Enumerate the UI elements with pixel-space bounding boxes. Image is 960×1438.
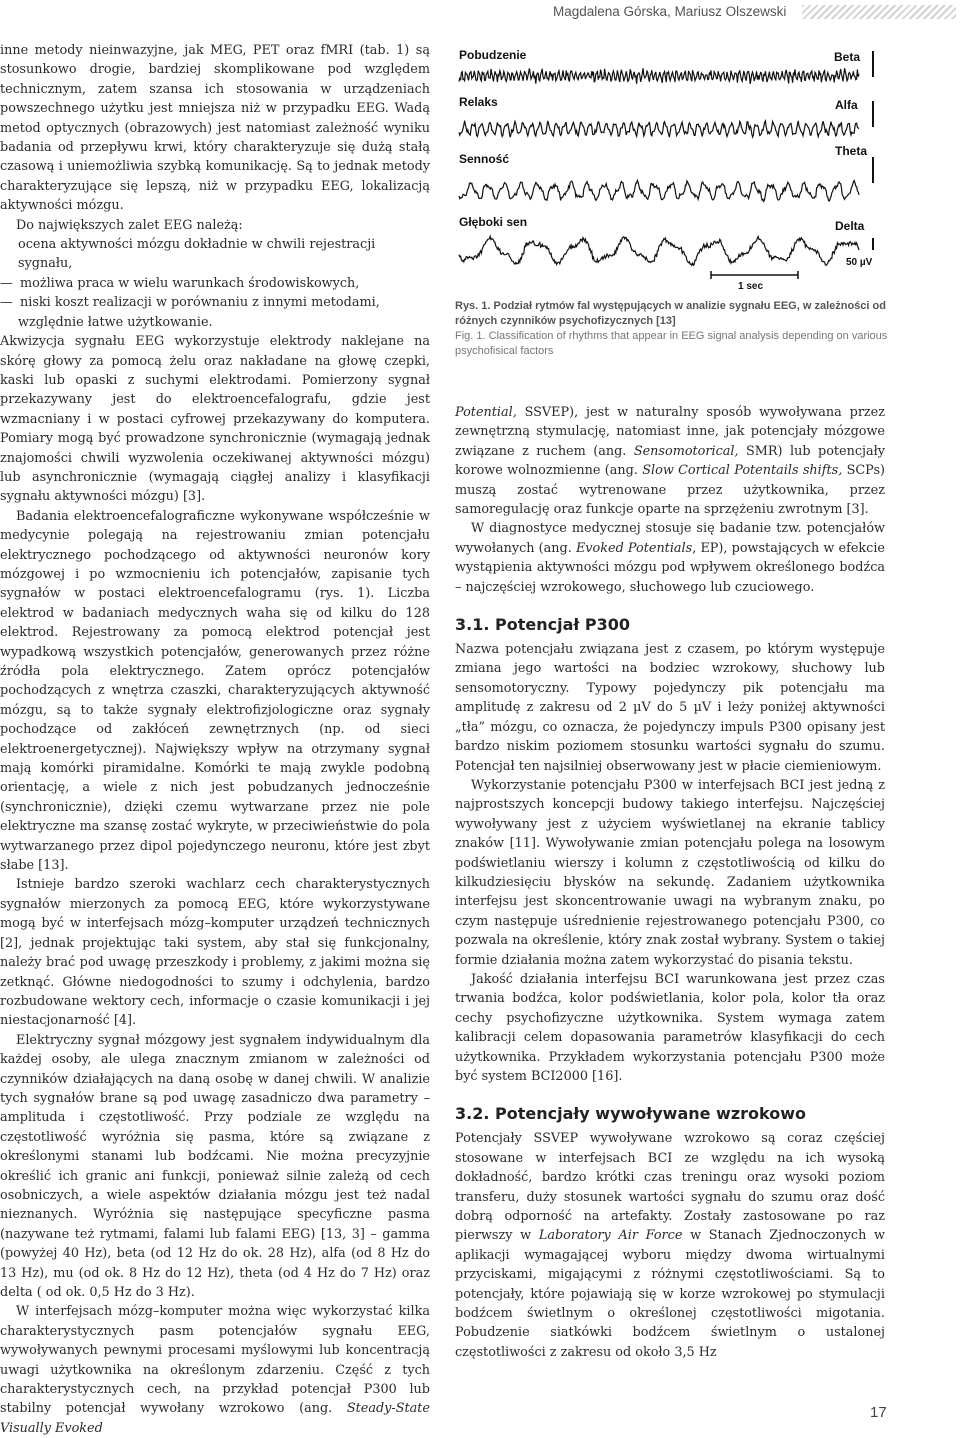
list-item: ocena aktywności mózgu dokładnie w chwili rejestracji sygnału, xyxy=(18,237,376,272)
eeg-rhythms-figure xyxy=(455,43,885,295)
text-run: SMR) lub potencjały korowe wolnozmienne (ang. xyxy=(455,443,885,479)
list-item: — możliwa praca w wielu warunkach środowiskowych, xyxy=(0,274,430,293)
text-run: SCPs) muszą zostać wytrenowane przez użytkownika, przez samoregulację oraz funkcje oparte na sprzężeniu zwrotnym [3]. xyxy=(455,463,886,518)
paragraph: Jakość działania interfejsu BCI warunkowana jest przez czas trwania bodźca, kolor podświetlania, kolor pola, kolor tła oraz cechy psychofizyczne użytkownika. System wymaga zatem kalibracji celem dopasowania parametrów klasyfikacji do cech użytkownika. Przykładem wykorzystania potencjału P300 może być system BCI2000 [16]. xyxy=(455,971,885,1084)
caption-english: Fig. 1. Classification of rhythms that appear in EEG signal analysis depending on various psychofisical factors xyxy=(455,330,888,357)
right-column xyxy=(455,403,885,1362)
state-label-arousal: Pobudzenie xyxy=(459,48,527,62)
state-label-relax: Relaks xyxy=(459,95,498,109)
list-item: — niski koszt realizacji w porównaniu z innymi metodami, xyxy=(0,293,430,312)
paragraph xyxy=(455,403,885,519)
paragraph: Do największych zalet EEG należą: xyxy=(16,217,243,233)
italic-term: Slow Cortical Potentails shifts, xyxy=(642,463,843,479)
paragraph: Akwizycja sygnału EEG wykorzystuje elektrody naklejane na skórę głowy za pomocą żelu oraz nakładane na głowę czepki, kaski lub opaski z suchymi elektrodami. Pomierzony sygnał przekazywany jest do elektroencefalografu, gdzie jest wzmacniany i w postaci cyfrowej przekazywany do komputera. Pomiary mogą być prowadzone synchronicznie (wymagają jednak znajomości chwili wyzwolenia oczekiwanej aktywności mózgu) lub asynchronicznie (wymagają ciągłej analizy i klasyfikacji sygnału aktywności mózgu) [3]. xyxy=(0,334,430,505)
delta-wave xyxy=(459,236,859,265)
state-label-drowsiness: Senność xyxy=(459,152,510,166)
paragraph: Nazwa potencjału związana jest z czasem, po którym występuje zmiana jego wartości na bodziec wzrokowy, słuchowy lub sensomotoryczny. Typowy pojedynczy pik potencjału ma amplitudę z zakresu od 2 µV do 5 µV i leży poniżej aktywności „tła” mózgu, co oznacza, że pojedynczy impuls P300 opisany jest bardzo niskim poziomem stosunku wartości sygnału do szumu. Potencjał ten najsilniej obserwowany jest w płacie ciemieniowym. xyxy=(455,642,885,774)
state-label-deep-sleep: Głęboki sen xyxy=(459,215,528,229)
paragraph: Badania elektroencefalograficzne wykonywane współcześnie w medycynie polegają na rejestrowaniu zmian potencjału elektrycznego pochodzącego od aktywności neuronów kory mózgowej i po wzmocnieniu ich potencjałów, zapisanie tych sygnałów w postaci elektroencefalogramu (rys. 1). Liczba elektrod w badaniach medycznych waha się od kilku do 128 elektrod. Rejestrowany za pomocą elektrod potencjał jest wypadkową wszystkich potencjałów, generowanych przez różne źródła pola elektrycznego. Zatem oprócz potencjałów pochodzących z wnętrza czaszki, charakteryzujących aktywność mózgu, są to także sygnały elektrofizjologiczne oraz sygnały pochodzące od zakłóceń zewnętrznych (np. od sieci elektroenergetycznej). Największy wpływ na otrzymany sygnał mają komórki piramidalne. Komórki te mają zwykle podobną orientację, a wiele z nich jest pobudzanych jednocześnie (synchronicznie), dzięki czemu wytwarzane przez nie pole elektryczne ma szansę zostać wykryte, w przeciwieństwie do pola wytwarzanego przez dipol pojedynczego neuronu, które jest zbyt słabe [13]. xyxy=(0,508,430,874)
left-column xyxy=(0,41,430,1438)
amplitude-label: 50 µV xyxy=(846,257,873,268)
figure-caption xyxy=(455,299,895,359)
rhythm-label-beta: Beta xyxy=(834,50,861,64)
header-decoration xyxy=(802,5,956,19)
list-item: względnie łatwe użytkowanie. xyxy=(18,314,213,330)
italic-term: Evoked Potentials xyxy=(575,540,693,556)
italic-term: Potential, xyxy=(455,405,517,420)
text-run: w Stanach Zjednoczonych w aplikacji wymagającej wyboru między dwoma wirtualnymi przyciskami, migającymi z różnymi częstotliwościami. Są to potencjały, które pojawiają się w korze wzrokowej po stymulacji bodźcem świetlnym o określonej częstotliwości migotania. Pobudzenie siatkówki bodźcem świetlnym o ustalonej częstotliwości z zakresu od około 3,5 Hz xyxy=(455,1228,885,1360)
section-heading-p300: 3.1. Potencjał P300 xyxy=(455,615,630,635)
rhythm-label-theta: Theta xyxy=(835,144,868,158)
text-run: , EP), powstających w efekcie wystąpienia aktywności mózgu pod wpływem określonego bodźca – najczęściej wzrokowego, słuchowego lub czuciowego. xyxy=(455,540,885,595)
rhythm-label-alpha: Alfa xyxy=(835,98,858,112)
alpha-wave xyxy=(459,121,859,138)
section-heading-ssvep: 3.2. Potencjały wywoływane wzrokowo xyxy=(455,1104,806,1124)
text-run: Potencjały SSVEP wywoływane wzrokowo są coraz częściej stosowane w interfejsach BCI ze względu na ich wysoką dokładność, bardzo krótki czas treningu oraz wysoki poziom transferu, duży stosunek wartości sygnału do szumu oraz dość dobrą odporność na artefakty. Zostały zastosowane po raz pierwszy w xyxy=(455,1131,885,1244)
text-run: W diagnostyce medycznej stosuje się badanie tzw. potencjałów wywołanych (ang. xyxy=(455,521,885,556)
italic-term: Steady-State Visually Evoked xyxy=(0,1401,430,1436)
italic-term: Sensomotorical, xyxy=(633,443,739,459)
page-header xyxy=(0,0,960,36)
text-run: W interfejsach mózg–komputer można więc wykorzystać kilka charakterystycznych pasm potencjałów sygnału EEG, wywoływanych pewnymi procesami myślowymi lub koncentracją uwagi użytkownika na określonym zdarzeniu. Część z tych charakterystycznych cech, na przykład potencjał P300 lub stabilny potencjał wywołany wzrokowo (ang. xyxy=(0,1304,430,1417)
paragraph xyxy=(0,1302,430,1438)
paragraph: inne metody nieinwazyjne, jak MEG, PET oraz fMRI (tab. 1) są stosunkowo drogie, bardziej skomplikowane pod względem technicznym, zatem szansa ich stosowania w urządzeniach powszechnego użytku jest mniejsza niż w przypadku EEG. Wadą metod optycznych (obrazowych) jest natomiast zależność wyniku badania od przepływu krwi, który charakteryzuje się dużą stałą czasową i uniemożliwia szybką komunikację. Są to jednak metody charakteryzujące się lepszą, niż w przypadku EEG, lokalizacją aktywności mózgu. xyxy=(0,43,430,214)
italic-term: Laboratory Air Force xyxy=(538,1228,683,1244)
text-run: SSVEP), jest w naturalny sposób wywoływana przez zewnętrzną stymulację, natomiast inne, jak potencjały mózgowe związane z ruchem (ang. xyxy=(455,405,885,459)
paragraph: Istnieje bardzo szeroki wachlarz cech charakterystycznych sygnałów mierzonych za pomocą EEG, które wykorzystywane mogą być w interfejsach mózg–komputer urządzeń technicznych [2], jednak projektując taki system, aby stał się funkcjonalny, należy brać pod uwagę przeszkody i problemy, z jakimi można się zetknąć. Główne niedogodności to szumy i odchylenia, bardzo rozbudowane wektory cech, informacje o czasie komunikacji i jej niestacjonarność [4]. xyxy=(0,877,430,1029)
rhythm-label-delta: Delta xyxy=(835,219,865,233)
header-authors: Magdalena Górska, Mariusz Olszewski xyxy=(553,4,787,19)
time-label: 1 sec xyxy=(738,281,764,292)
theta-wave xyxy=(459,181,859,202)
paragraph xyxy=(455,1129,885,1362)
eeg-figure-svg xyxy=(455,43,885,295)
paragraph: Elektryczny sygnał mózgowy jest sygnałem indywidualnym dla każdej osoby, ale ulega znacznym zmianom w zależności od czynników działających na daną osobę w danej chwili. W analizie tych sygnałów brane są pod uwagę zasadniczo dwa parametry – amplituda i częstotliwość. Przy podziale ze względu na częstotliwość wyróżnia się pasma, które są związane z określonymi stanami lub bodźcami. Nie można precyzyjnie określić ich granic ani funkcji, ponieważ silnie zależą od cech osobniczych, a wiele aspektów działania mózgu jest też nadal nieznanych. Wyróżnia się następujące specyficzne pasma (nazywane też rytmami, falami lub falami EEG) [13, 3] – gamma (powyżej 40 Hz), beta (od 12 Hz do ok. 28 Hz), alfa (od 8 Hz do 13 Hz), mu (od ok. 8 Hz do 12 Hz), theta (od 4 Hz do 7 Hz) oraz delta ( od ok. 0,5 Hz do 3 Hz). xyxy=(0,1032,430,1300)
page-number: 17 xyxy=(870,1404,887,1421)
beta-wave xyxy=(459,68,859,84)
advantages-list xyxy=(0,235,430,332)
paragraph: Wykorzystanie potencjału P300 w interfejsach BCI jest jedną z najprostszych koncepcji budowy takiego interfejsu. Najczęściej wywoływany jest z użyciem wyświetlanej na ekranie tablicy znaków [11]. Wywoływanie zmian potencjału polega na losowym podświetlaniu wierszy i kolumn z częstotliwością od kilku do kilkudziesięciu błysków na sekundę. Zadaniem użytkownika interfejsu jest skoncentrowanie uwagi na wybranym znaku, po czym następuje uśrednienie rejestrowanego potencjału P300, co pozwala na określenie, który znak został wybrany. System o takiej formie działania można zatem wykorzystać do pisania tekstu. xyxy=(455,777,885,968)
paragraph xyxy=(455,519,885,597)
caption-polish: Rys. 1. Podział rytmów fal występujących w analizie sygnału EEG, w zależności od różnych czynników psychofizycznych [13] xyxy=(455,300,886,327)
